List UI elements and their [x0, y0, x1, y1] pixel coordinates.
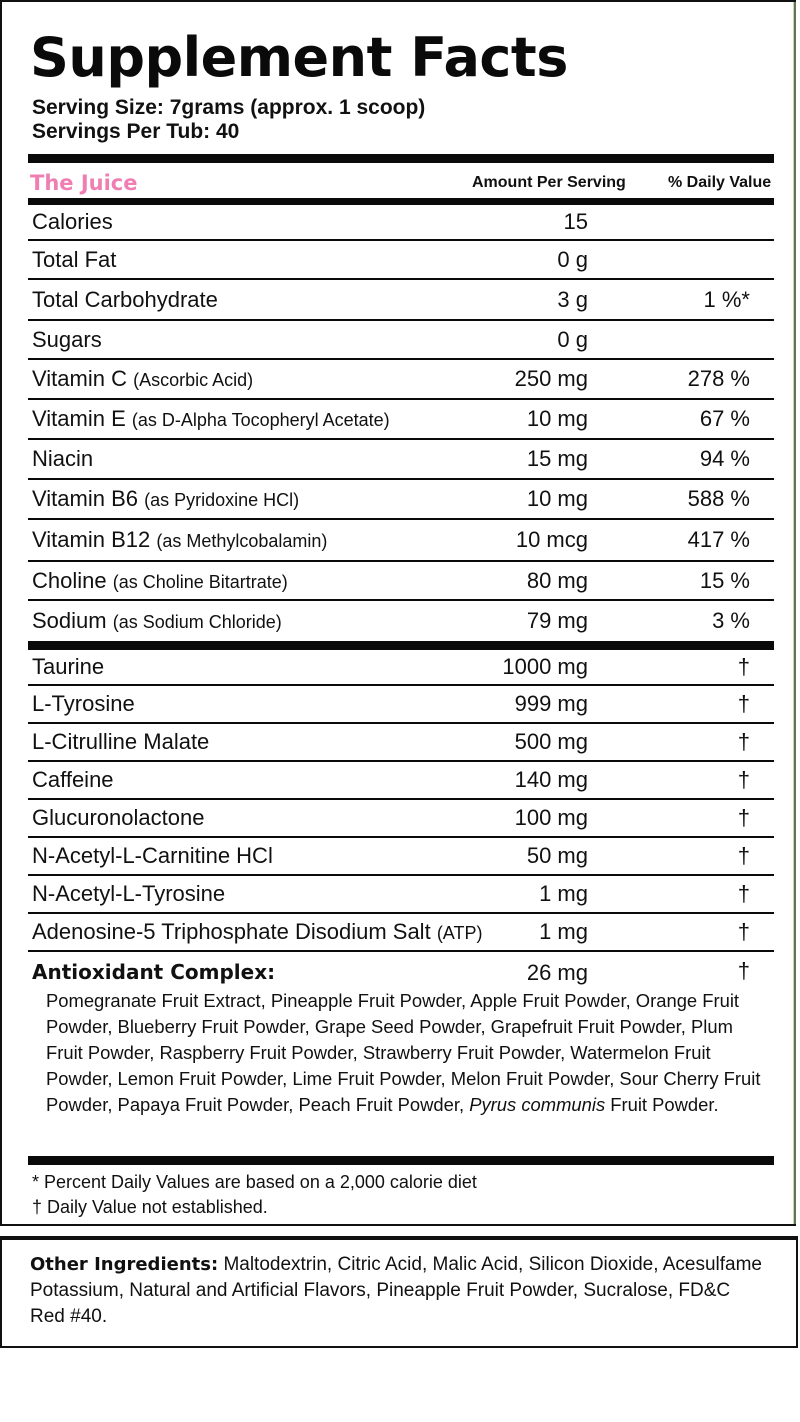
row-amount: 140 mg	[514, 767, 588, 792]
row-name	[32, 287, 218, 313]
row-name	[32, 843, 273, 869]
row-amount: 250 mg	[514, 366, 588, 391]
row-daily-value: †	[737, 729, 750, 754]
other-ingredients-label: Other Ingredients:	[30, 1254, 219, 1275]
row-name	[32, 568, 288, 594]
row-amount: 500 mg	[514, 729, 588, 754]
nutrient-row	[28, 400, 774, 440]
daily-value-header: % Daily Value	[668, 174, 772, 191]
row-name	[32, 654, 104, 680]
row-name-source: (as D-Alpha Tocopheryl Acetate)	[131, 410, 390, 430]
row-name-main: Total Carbohydrate	[32, 286, 218, 312]
antioxidant-title: Antioxidant Complex:	[32, 960, 276, 984]
row-name-main: Sugars	[32, 326, 102, 352]
row-name	[32, 691, 135, 717]
row-name	[32, 327, 102, 353]
antioxidant-list-end: Fruit Powder.	[610, 1094, 719, 1115]
servings-value: 40	[216, 120, 240, 143]
row-amount: 15	[563, 209, 588, 234]
row-name-source: (as Pyridoxine HCl)	[144, 490, 300, 510]
row-name	[32, 446, 93, 472]
row-daily-value: †	[737, 805, 750, 830]
row-name-main: Caffeine	[32, 767, 114, 792]
ingredient-row	[28, 800, 774, 838]
row-daily-value: 1 %*	[703, 286, 750, 312]
row-daily-value: 67 %	[699, 406, 750, 431]
row-name	[32, 486, 299, 512]
row-amount: 0 g	[557, 246, 588, 272]
row-name-main: N-Acetyl-L-Carnitine HCl	[32, 843, 273, 868]
nutrient-row	[28, 562, 774, 601]
row-name-source: (as Sodium Chloride)	[112, 612, 282, 632]
antioxidant-daily-value: †	[737, 958, 750, 983]
servings-per-tub	[32, 120, 239, 144]
row-amount: 999 mg	[514, 691, 588, 716]
antioxidant-list: Pomegranate Fruit Extract, Pineapple Fruit Powder, Apple Fruit Powder, Orange Fruit Powder, Blueberry Fruit Powder, Grape Seed Powder, Grapefruit Fruit Powder, Plum Fruit Powder, Raspberry Fruit Powder, Strawberry Fruit Powder, Watermelon Fruit Powder, Lemon Fruit Powder, Lime Fruit Powder, Melon Fruit Powder, Sour Cherry Fruit Powder, Papaya Fruit Powder, Peach Fruit Powder,	[46, 990, 761, 1115]
row-name-main: Vitamin B6	[32, 486, 138, 511]
row-amount: 1000 mg	[502, 654, 588, 679]
antioxidant-ingredients	[46, 988, 770, 1118]
row-name	[32, 881, 225, 907]
servings-label: Servings Per Tub:	[32, 120, 211, 143]
row-name	[32, 919, 482, 945]
row-daily-value: †	[737, 919, 750, 944]
row-amount: 1 mg	[539, 919, 588, 944]
row-name-main: Glucuronolactone	[32, 805, 205, 830]
nutrient-row	[28, 241, 774, 280]
row-name-main: L-Tyrosine	[32, 691, 135, 716]
nutrient-row	[28, 321, 774, 360]
divider-header	[28, 198, 774, 205]
nutrient-row	[28, 480, 774, 520]
row-amount: 15 mg	[526, 446, 588, 471]
row-amount: 10 mcg	[515, 527, 588, 552]
label-title: Supplement Facts	[30, 26, 568, 89]
row-name-main: Choline	[32, 567, 107, 593]
nutrient-row	[28, 280, 774, 321]
footnote-dagger: † Daily Value not established.	[32, 1197, 268, 1217]
row-name	[32, 805, 204, 831]
amount-header: Amount Per Serving	[472, 174, 626, 191]
row-name-main: N-Acetyl-L-Tyrosine	[32, 881, 226, 906]
row-daily-value: 588 %	[687, 486, 750, 511]
row-name-main: Total Fat	[32, 246, 117, 272]
row-name	[32, 608, 282, 634]
row-name-main: Niacin	[32, 446, 94, 471]
row-daily-value: †	[737, 767, 750, 792]
row-amount: 3 g	[557, 286, 588, 312]
other-ingredients-text: Maltodextrin, Citric Acid, Malic Acid, Silicon Dioxide, Acesulfame Potassium, Natural and Artificial Flavors, Pineapple Fruit Powder, Sucralose, FD&C Red #40.	[30, 1254, 762, 1327]
nutrient-row	[28, 601, 774, 641]
row-amount: 100 mg	[514, 805, 588, 830]
ingredient-row	[28, 762, 774, 800]
divider-footnotes	[28, 1156, 774, 1165]
row-daily-value: 417 %	[687, 527, 750, 552]
ingredient-row	[28, 914, 774, 952]
row-amount: 10 mg	[526, 486, 588, 511]
row-daily-value: †	[737, 843, 750, 868]
section-title: The Juice	[30, 171, 138, 195]
row-name	[32, 209, 113, 235]
row-amount: 79 mg	[526, 608, 588, 633]
row-name-source: (as Methylcobalamin)	[156, 531, 328, 551]
serving-size-label: Serving Size:	[32, 96, 164, 119]
serving-size	[32, 96, 425, 120]
ingredient-row	[28, 650, 774, 686]
ingredient-row	[28, 876, 774, 914]
row-name-main: Vitamin B12	[32, 527, 151, 552]
row-name	[32, 406, 390, 432]
antioxidant-amount: 26 mg	[526, 960, 588, 985]
antioxidant-list-italic: Pyrus communis	[469, 1094, 606, 1115]
row-name	[32, 247, 116, 273]
row-name-main: Adenosine-5 Triphosphate Disodium Salt	[32, 919, 431, 944]
row-daily-value: 278 %	[687, 366, 750, 391]
divider-nutrients	[28, 641, 774, 650]
row-name-source: (Ascorbic Acid)	[133, 370, 254, 390]
row-daily-value: 94 %	[699, 446, 750, 471]
row-amount: 1 mg	[539, 881, 588, 906]
row-name-main: Sodium	[32, 608, 107, 633]
row-amount: 0 g	[557, 326, 588, 352]
row-daily-value: 3 %	[712, 608, 750, 633]
footnote-percent: * Percent Daily Values are based on a 2,000 calorie diet	[32, 1172, 477, 1192]
row-name-main: Vitamin C	[32, 366, 127, 391]
row-name-main: Calories	[32, 209, 113, 234]
nutrient-row	[28, 360, 774, 400]
serving-size-value: 7grams (approx. 1 scoop)	[169, 96, 426, 119]
row-name-main: Taurine	[32, 654, 105, 679]
nutrient-row	[28, 520, 774, 562]
row-amount: 10 mg	[526, 406, 588, 431]
row-daily-value: †	[737, 654, 750, 679]
row-daily-value: †	[737, 881, 750, 906]
row-amount: 80 mg	[526, 567, 588, 593]
row-name-source: (ATP)	[436, 923, 483, 943]
row-name	[32, 527, 327, 553]
row-name-main: Vitamin E	[32, 406, 126, 431]
ingredient-row	[28, 686, 774, 724]
row-name	[32, 767, 114, 793]
row-daily-value: †	[737, 691, 750, 716]
row-amount: 50 mg	[526, 843, 588, 868]
row-name	[32, 729, 209, 755]
row-name-main: L-Citrulline Malate	[32, 729, 210, 754]
nutrient-row	[28, 205, 774, 241]
other-ingredients	[30, 1252, 770, 1330]
row-daily-value: 15 %	[699, 567, 750, 593]
row-name-source: (as Choline Bitartrate)	[112, 571, 288, 592]
ingredient-row	[28, 724, 774, 762]
divider-top	[28, 154, 774, 163]
row-name	[32, 366, 253, 392]
nutrient-row	[28, 440, 774, 480]
ingredient-row	[28, 838, 774, 876]
